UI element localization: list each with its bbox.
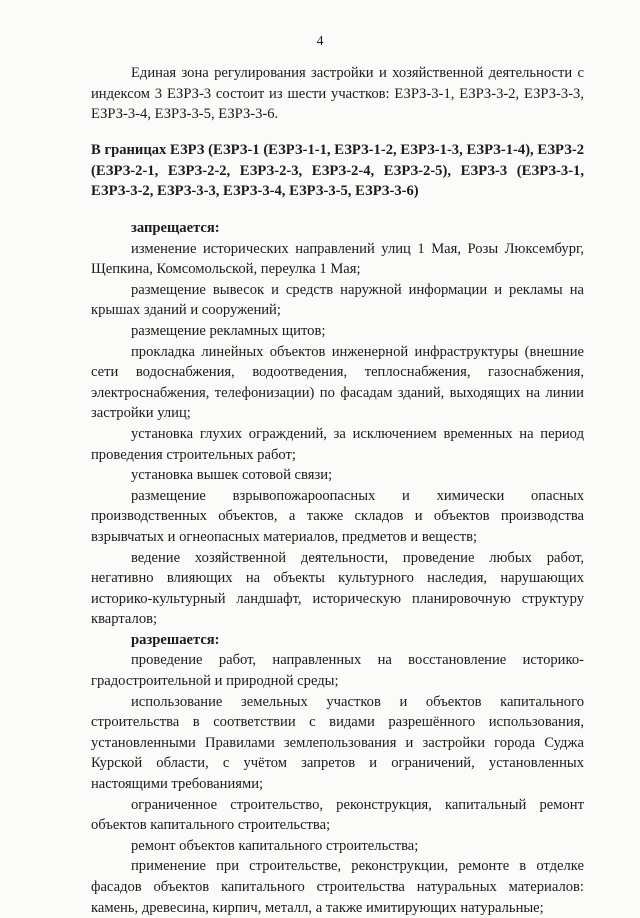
intro-section bbox=[91, 63, 584, 125]
prohibited-item: размещение взрывопожароопасных и химически опасных производственных объектов, а также складов и объектов производства взрывчатых и огнеопасных материалов, предметов и веществ; bbox=[91, 487, 584, 545]
zone-boundaries-heading bbox=[91, 140, 584, 202]
permitted-item: использование земельных участков и объектов капитального строительства в соответствии с видами разрешённого использования, установленными Правилами землепользования и застройки города Суджа Курской области, с учётом запретов и ограничений, установленных настоящими требованиями; bbox=[91, 693, 584, 793]
intro-paragraph: Единая зона регулирования застройки и хозяйственной деятельности с индексом 3 ЕЗРЗ-3 состоит из шести участков: ЕЗРЗ-3-1, ЕЗРЗ-3-2, ЕЗРЗ-3-3, ЕЗРЗ-3-4, ЕЗРЗ-3-5, ЕЗРЗ-3-6. bbox=[91, 65, 584, 123]
page-number: 4 bbox=[316, 34, 324, 49]
prohibited-item: изменение исторических направлений улиц 1 Мая, Розы Люксембург, Щепкина, Комсомольской, переулка 1 Мая; bbox=[91, 240, 584, 278]
requirements-body bbox=[91, 218, 584, 918]
prohibited-item: размещение вывесок и средств наружной информации и рекламы на крышах зданий и сооружений; bbox=[91, 281, 584, 319]
prohibited-label: запрещается: bbox=[131, 220, 220, 236]
prohibited-item: прокладка линейных объектов инженерной инфраструктуры (внешние сети водоснабжения, водоотведения, теплоснабжения, газоснабжения, электроснабжения, телефонизации) по фасадам зданий, выходящих на линии застройки улиц; bbox=[91, 343, 584, 422]
permitted-label: разрешается: bbox=[131, 631, 220, 648]
prohibited-item: установка глухих ограждений, за исключением временных на период проведения строительных работ; bbox=[91, 425, 584, 463]
heading-paragraph: В границах ЕЗРЗ (ЕЗРЗ-1 (ЕЗРЗ-1-1, ЕЗРЗ-1-2, ЕЗРЗ-1-3, ЕЗРЗ-1-4), ЕЗРЗ-2 (ЕЗРЗ-2-1, ЕЗРЗ-2-2, ЕЗРЗ-2-3, ЕЗРЗ-2-4, ЕЗРЗ-2-5), ЕЗРЗ-3 (ЕЗРЗ-3-1, ЕЗРЗ-3-2, ЕЗРЗ-3-3, ЕЗРЗ-3-4, ЕЗРЗ-3-5, ЕЗРЗ-3-6) bbox=[91, 142, 584, 200]
prohibited-item: размещение рекламных щитов; bbox=[131, 322, 326, 339]
prohibited-item: установка вышек сотовой связи; bbox=[131, 467, 333, 484]
permitted-item: проведение работ, направленных на восстановление историко-градостроительной и природной среды; bbox=[91, 652, 584, 690]
permitted-item: ремонт объектов капитального строительства; bbox=[131, 837, 419, 854]
prohibited-item: ведение хозяйственной деятельности, проведение любых работ, негативно влияющих на объекты культурного наследия, нарушающих историко-культурный ландшафт, историческую планировочную структуру кварталов; bbox=[91, 549, 584, 628]
permitted-item: ограниченное строительство, реконструкция, капитальный ремонт объектов капитального строительства; bbox=[91, 796, 584, 834]
permitted-item: применение при строительстве, реконструкции, ремонте в отделке фасадов объектов капитального строительства натуральных материалов: камень, древесина, кирпич, металл, а также имитирующих натуральные; bbox=[91, 858, 584, 916]
